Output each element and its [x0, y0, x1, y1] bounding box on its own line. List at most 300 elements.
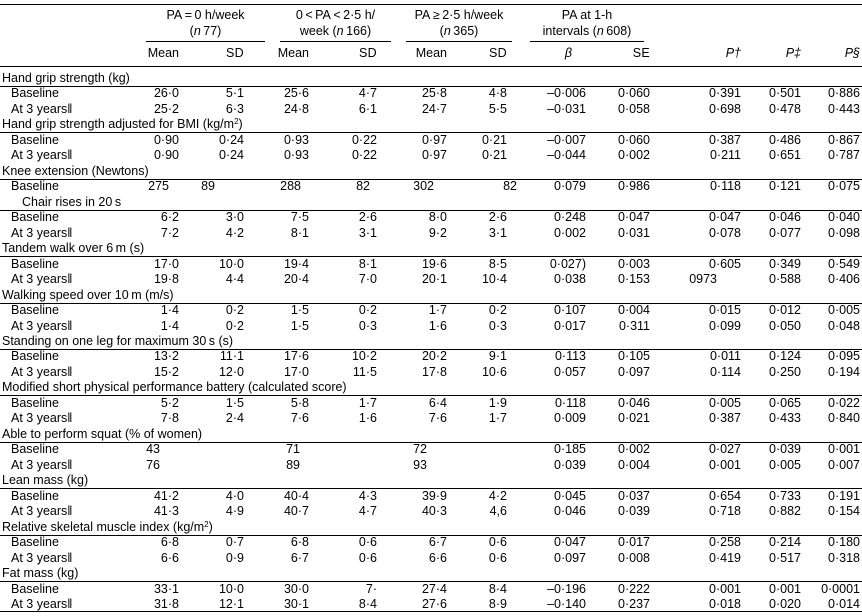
table-cell: 275: [148, 179, 169, 194]
table-cell: 0·097: [618, 364, 650, 379]
table-cell: 6·1: [358, 101, 377, 116]
row-label: At 3 years‖: [11, 101, 73, 116]
row-label: Baseline: [11, 442, 59, 457]
table-cell: 0·004: [618, 457, 650, 472]
table-cell: 4·9: [225, 504, 244, 519]
group-rule: [530, 41, 644, 42]
table-cell: 6·2: [160, 210, 179, 225]
section-title-text: Hand grip strength (kg): [2, 71, 130, 85]
table-cell: 0·113: [554, 349, 586, 364]
table-cell: 25·2: [153, 101, 179, 116]
table-cell: 6·7: [428, 535, 447, 550]
table-cell: 0·9: [225, 550, 244, 565]
group-header-pa-high: [404, 7, 514, 39]
table-cell: 39·9: [421, 488, 447, 503]
table-cell: 0·787: [828, 148, 860, 163]
row-label: At 3 years‖: [11, 364, 73, 379]
group-header-line1: PA at 1-h: [561, 8, 613, 22]
table-cell: 0·007: [828, 457, 860, 472]
row-label: Baseline: [11, 179, 59, 194]
table-cell: 0·387: [709, 411, 741, 426]
table-cell: 6·6: [428, 550, 447, 565]
col-sd-3: SD: [489, 46, 507, 60]
table-cell: 0·886: [828, 86, 860, 101]
table-cell: 0·24: [218, 148, 244, 163]
section-title-text: Walking speed over 10 m (m/s): [2, 287, 174, 302]
table-cell: 1·5: [290, 318, 309, 333]
table-cell: 40·3: [421, 504, 447, 519]
table-cell: 0·718: [709, 504, 741, 519]
table-cell: 40·7: [283, 504, 309, 519]
table-cell: 0·214: [769, 535, 801, 550]
table-cell: 0·97: [421, 132, 447, 147]
table-cell: 0·22: [351, 148, 377, 163]
table-cell: 89: [201, 179, 215, 194]
table-cell: 25·8: [421, 86, 447, 101]
table-cell: 0·009: [554, 411, 586, 426]
table-cell: 0·840: [828, 411, 860, 426]
table-cell: 0·002: [618, 148, 650, 163]
table-cell: 0·21: [481, 132, 507, 147]
row-label: At 3 years‖: [11, 596, 73, 611]
table-cell: 0·3: [358, 318, 377, 333]
row-label: Baseline: [11, 349, 59, 364]
table-cell: 12·1: [218, 596, 244, 611]
table-cell: 10·2: [351, 349, 377, 364]
group-header-n: n: [596, 24, 604, 38]
table-cell: 0·097: [554, 550, 586, 565]
table-cell: 0973: [689, 272, 717, 287]
table-cell: 15·2: [153, 364, 179, 379]
table-cell: 0·180: [828, 535, 860, 550]
table-cell: 0·038: [554, 272, 586, 287]
table-cell: 1·5: [290, 303, 309, 318]
section-title-text: Relative skeletal muscle index (kg/m: [2, 519, 205, 534]
table-cell: 0·046: [769, 210, 801, 225]
table-cell: 0·153: [618, 272, 650, 287]
table-cell: 0·105: [618, 349, 650, 364]
table-cell: 3·0: [225, 210, 244, 225]
table-cell: –0·007: [547, 132, 586, 147]
table-cell: 9·2: [428, 225, 447, 240]
table-cell: 0·114: [709, 364, 741, 379]
top-rule: [0, 4, 862, 5]
table-cell: 0·077: [769, 225, 801, 240]
table-cell: 0·258: [709, 535, 741, 550]
table-cell: 0·501: [769, 86, 801, 101]
table-cell: 0·005: [769, 457, 801, 472]
row-label: Baseline: [11, 303, 59, 318]
table-cell: 7·5: [290, 210, 309, 225]
table-cell: 0·124: [769, 349, 801, 364]
group-header-pa-intervals: [528, 7, 646, 39]
group-header-pa-zero: [144, 7, 267, 39]
table-cell: 17·0: [153, 256, 179, 271]
table-cell: 93: [413, 457, 427, 472]
row-label: At 3 years‖: [11, 504, 73, 519]
table-cell: 0·095: [828, 349, 860, 364]
group-header-line2: [528, 23, 646, 39]
table-cell: 0·93: [283, 132, 309, 147]
row-label: Baseline: [11, 395, 59, 410]
group-header-line2-pre: (: [439, 24, 444, 38]
group-header-line2-pre: week (: [299, 24, 337, 38]
table-cell: 4·4: [225, 272, 244, 287]
table-cell: 8·1: [358, 256, 377, 271]
table-cell: 0·065: [769, 395, 801, 410]
table-cell: 0·222: [618, 581, 650, 596]
table-cell: 0·478: [769, 101, 801, 116]
table-cell: 0·014: [828, 596, 860, 611]
table-cell: 5·8: [290, 395, 309, 410]
section-title: [2, 71, 130, 86]
table-cell: 0·002: [554, 225, 586, 240]
table-cell: 0·2: [358, 303, 377, 318]
table-cell: 6·6: [160, 550, 179, 565]
table-cell: 0·97: [421, 148, 447, 163]
table-cell: 0·004: [618, 303, 650, 318]
table-cell: 0·6: [488, 550, 507, 565]
table-cell: 0·248: [554, 210, 586, 225]
section-title-superscript: 2: [204, 519, 209, 529]
table-cell: 0·588: [769, 272, 801, 287]
table-cell: 5·5: [488, 101, 507, 116]
table-cell: 0·027): [549, 256, 586, 271]
table-cell: 288: [280, 179, 301, 194]
col-sd-2: SD: [359, 46, 377, 60]
table-cell: 0·419: [709, 550, 741, 565]
table-cell: 6·4: [428, 395, 447, 410]
table-cell: 0·433: [769, 411, 801, 426]
table-cell: 12·0: [218, 364, 244, 379]
table-cell: 0·118: [554, 395, 586, 410]
table-cell: 6·8: [290, 535, 309, 550]
col-mean-1: Mean: [147, 46, 179, 60]
table-cell: 0·93: [283, 148, 309, 163]
table-cell: 41·2: [153, 488, 179, 503]
table-cell: 7·0: [358, 272, 377, 287]
row-label: At 3 years‖: [11, 225, 73, 240]
table-cell: 27·4: [421, 581, 447, 596]
table-cell: 0·003: [618, 256, 650, 271]
table-cell: 0·733: [769, 488, 801, 503]
table-cell: 4·7: [358, 86, 377, 101]
table-cell: 0·031: [618, 225, 650, 240]
table-cell: 0·443: [828, 101, 860, 116]
table-cell: 0·882: [769, 504, 801, 519]
group-header-line1: 0 < PA < 2·5 h/: [295, 8, 376, 22]
table-cell: 1·5: [225, 395, 244, 410]
table-cell: 3·1: [358, 225, 377, 240]
row-label: Baseline: [11, 488, 59, 503]
table-cell: 0·021: [618, 411, 650, 426]
table-cell: 0·060: [618, 86, 650, 101]
group-header-line2-pre: (: [189, 24, 194, 38]
table-cell: 1·9: [488, 395, 507, 410]
table-cell: 0·486: [769, 132, 801, 147]
table-cell: 0·001: [709, 581, 741, 596]
table-cell: 20·2: [421, 349, 447, 364]
table-cell: 8·4: [358, 596, 377, 611]
table-cell: 0·039: [554, 457, 586, 472]
table-cell: 4·3: [358, 488, 377, 503]
section-title: [22, 195, 121, 210]
table-cell: 0·047: [618, 210, 650, 225]
table-cell: 0·039: [769, 442, 801, 457]
section-title-text: Modified short physical performance battery (calculated score): [2, 380, 347, 395]
table-cell: 0·078: [709, 225, 741, 240]
header-rule: [0, 66, 862, 67]
table-cell: 0·24: [218, 132, 244, 147]
table-cell: 25·6: [283, 86, 309, 101]
table-cell: 0·046: [618, 395, 650, 410]
table-cell: 0·651: [769, 148, 801, 163]
table-cell: 0·008: [618, 550, 650, 565]
table-cell: 0·698: [709, 101, 741, 116]
table-cell: 0·6: [358, 535, 377, 550]
table-cell: 0·001: [769, 581, 801, 596]
table-cell: 0·194: [828, 364, 860, 379]
table-cell: 26·0: [153, 86, 179, 101]
table-cell: 7·6: [428, 411, 447, 426]
table-cell: 4·8: [488, 86, 507, 101]
table-cell: 0·406: [828, 272, 860, 287]
table-cell: 0·002: [618, 442, 650, 457]
table-cell: 71: [286, 442, 300, 457]
table-cell: 7·6: [290, 411, 309, 426]
col-mean-3: Mean: [415, 46, 447, 60]
section-title: [2, 380, 347, 395]
table-cell: 0·185: [554, 442, 586, 457]
table-cell: 0·001: [709, 457, 741, 472]
group-header-line2-post: 166): [343, 24, 372, 38]
group-header-line2: [278, 23, 393, 39]
table-cell: 0·075: [828, 179, 860, 194]
table-cell: 1·7: [488, 411, 507, 426]
group-header-n: n: [443, 24, 451, 38]
table-cell: 0·005: [828, 303, 860, 318]
row-label: Baseline: [11, 132, 59, 147]
table-cell: 0·027: [709, 442, 741, 457]
table-cell: –0·006: [547, 86, 586, 101]
table-cell: 24·7: [421, 101, 447, 116]
table-cell: 0·2: [488, 303, 507, 318]
table-cell: 0·015: [709, 303, 741, 318]
table-cell: 8·1: [290, 225, 309, 240]
table-cell: 0·986: [618, 179, 650, 194]
table-cell: 1·6: [358, 411, 377, 426]
group-header-line2-pre: intervals (: [542, 24, 597, 38]
table-cell: 0·060: [618, 132, 650, 147]
table-cell: –0·196: [547, 581, 586, 596]
table-cell: 0·001: [828, 442, 860, 457]
table-cell: 1·7: [358, 395, 377, 410]
table-cell: 0·3: [488, 318, 507, 333]
section-title-text: Tandem walk over 6 m (s): [2, 241, 145, 256]
table-cell: 0·017: [554, 318, 586, 333]
col-mean-2: Mean: [277, 46, 309, 60]
group-rule: [280, 41, 391, 42]
section-title: [2, 288, 174, 303]
table-cell: 0·21: [481, 148, 507, 163]
table-cell: 0·154: [828, 504, 860, 519]
row-label: Baseline: [11, 581, 59, 596]
col-sd-1: SD: [226, 46, 244, 60]
table-cell: 0·022: [828, 395, 860, 410]
group-header-line2: [404, 23, 514, 39]
table-cell: 7·: [365, 581, 377, 596]
table-cell: 1·4: [160, 303, 179, 318]
table-cell: –0·044: [547, 148, 586, 163]
table-cell: 7·2: [160, 225, 179, 240]
table-cell: 0·250: [769, 364, 801, 379]
table-cell: 6·3: [225, 101, 244, 116]
table-cell: 0·311: [618, 318, 650, 333]
group-header-n: n: [336, 24, 344, 38]
table-cell: 4·2: [488, 488, 507, 503]
col-p-double-dagger: P‡: [785, 46, 801, 60]
section-title-text: Fat mass (kg): [2, 566, 79, 581]
table-cell: 20·1: [421, 272, 447, 287]
table-cell: 7·8: [160, 411, 179, 426]
table-cell: 0·90: [153, 148, 179, 163]
table-cell: 82: [356, 179, 370, 194]
table-cell: 19·8: [153, 272, 179, 287]
section-title: [2, 164, 149, 179]
group-header-line2-post: 608): [603, 24, 632, 38]
table-cell: 0·048: [828, 318, 860, 333]
section-title: [2, 520, 213, 535]
group-rule: [406, 41, 512, 42]
table-cell: 10·0: [218, 256, 244, 271]
row-label: At 3 years‖: [11, 272, 73, 287]
table-cell: 0·549: [828, 256, 860, 271]
table-cell: 0·90: [153, 132, 179, 147]
table-cell: 0·0001: [821, 581, 860, 596]
table-cell: 9·1: [488, 349, 507, 364]
table-cell: 10·4: [481, 272, 507, 287]
table-cell: 6·8: [160, 535, 179, 550]
table-cell: –0·140: [547, 596, 586, 611]
table-cell: 302: [413, 179, 434, 194]
table-cell: 82: [503, 179, 517, 194]
table-cell: 0·517: [769, 550, 801, 565]
section-title: [2, 473, 88, 488]
table-cell: 20·4: [283, 272, 309, 287]
table-cell: 0·318: [828, 550, 860, 565]
section-title-text: Lean mass (kg): [2, 473, 89, 488]
table-cell: 1·7: [428, 303, 447, 318]
group-header-pa-low: [278, 7, 393, 39]
table-cell: 0·047: [554, 535, 586, 550]
table-cell: 30·0: [283, 581, 309, 596]
table-cell: 24·8: [283, 101, 309, 116]
table-cell: 27·6: [421, 596, 447, 611]
table-cell: 0·099: [709, 318, 741, 333]
table-cell: 8·4: [488, 581, 507, 596]
table-cell: 3·1: [488, 225, 507, 240]
bottom-rule: [0, 611, 862, 612]
table-cell: 11·1: [219, 349, 244, 364]
table-cell: 5·2: [160, 395, 179, 410]
table-cell: –0·031: [547, 101, 586, 116]
table-cell: 0·012: [769, 303, 801, 318]
table-cell: 0·118: [709, 179, 741, 194]
table-cell: 0·039: [618, 504, 650, 519]
table-cell: 13·2: [153, 349, 179, 364]
section-title: [2, 241, 144, 256]
table-cell: 0·005: [709, 395, 741, 410]
table-cell: 4·0: [225, 488, 244, 503]
row-label: At 3 years‖: [11, 550, 73, 565]
table-cell: 0·7: [225, 535, 244, 550]
table-cell: 0·2: [225, 318, 244, 333]
table-cell: 0·654: [709, 488, 741, 503]
row-label: At 3 years‖: [11, 411, 73, 426]
table-cell: 40·4: [283, 488, 309, 503]
table-cell: 0·058: [618, 101, 650, 116]
col-beta: β: [564, 46, 572, 60]
table-cell: 0·2: [225, 303, 244, 318]
table-cell: 72: [413, 442, 427, 457]
table-cell: 4·7: [358, 504, 377, 519]
table-cell: 11·5: [352, 364, 377, 379]
table-cell: 17·6: [283, 349, 309, 364]
section-title-suffix: ): [208, 519, 213, 534]
table-cell: 0·011: [709, 349, 741, 364]
table-cell: 31·8: [153, 596, 179, 611]
table-cell: 4,6: [489, 504, 507, 519]
group-header-line2-post: 77): [200, 24, 222, 38]
table-cell: 17·0: [283, 364, 309, 379]
table-cell: 0·211: [709, 148, 741, 163]
row-label: At 3 years‖: [11, 457, 73, 472]
table-cell: 0·079: [554, 179, 586, 194]
table-cell: 0·037: [618, 488, 650, 503]
table-cell: 2·4: [225, 411, 244, 426]
col-se: SE: [632, 46, 650, 60]
table-cell: 0·045: [554, 488, 586, 503]
col-p-dagger: P†: [725, 46, 741, 60]
table-cell: 2·6: [358, 210, 377, 225]
table-cell: 6·7: [290, 550, 309, 565]
table-cell: 76: [146, 457, 160, 472]
section-title-text: Knee extension (Newtons): [2, 163, 149, 178]
section-title: [2, 566, 78, 581]
table-cell: 10·0: [218, 581, 244, 596]
table-cell: 0·098: [828, 225, 860, 240]
section-title-text: Hand grip strength adjusted for BMI (kg/m: [2, 117, 235, 132]
table-cell: 5·1: [225, 86, 244, 101]
table-cell: 0·057: [554, 364, 586, 379]
table-cell: 1·4: [160, 318, 179, 333]
table-cell: 0·191: [828, 488, 860, 503]
table-cell: 0·018: [709, 596, 741, 611]
table-cell: 0·121: [769, 179, 801, 194]
table-cell: 0·017: [618, 535, 650, 550]
table-cell: 8·5: [488, 256, 507, 271]
table-cell: 0·050: [769, 318, 801, 333]
table-cell: 19·4: [283, 256, 309, 271]
table-cell: 0·867: [828, 132, 860, 147]
table-cell: 0·040: [828, 210, 860, 225]
section-title-text: Able to perform squat (% of women): [2, 426, 203, 441]
section-title: [2, 427, 202, 442]
table-cell: 0·046: [554, 504, 586, 519]
group-header-line1: PA ≥ 2·5 h/week: [414, 8, 504, 22]
table-cell: 43: [146, 442, 160, 457]
table-cell: 0·020: [769, 596, 801, 611]
